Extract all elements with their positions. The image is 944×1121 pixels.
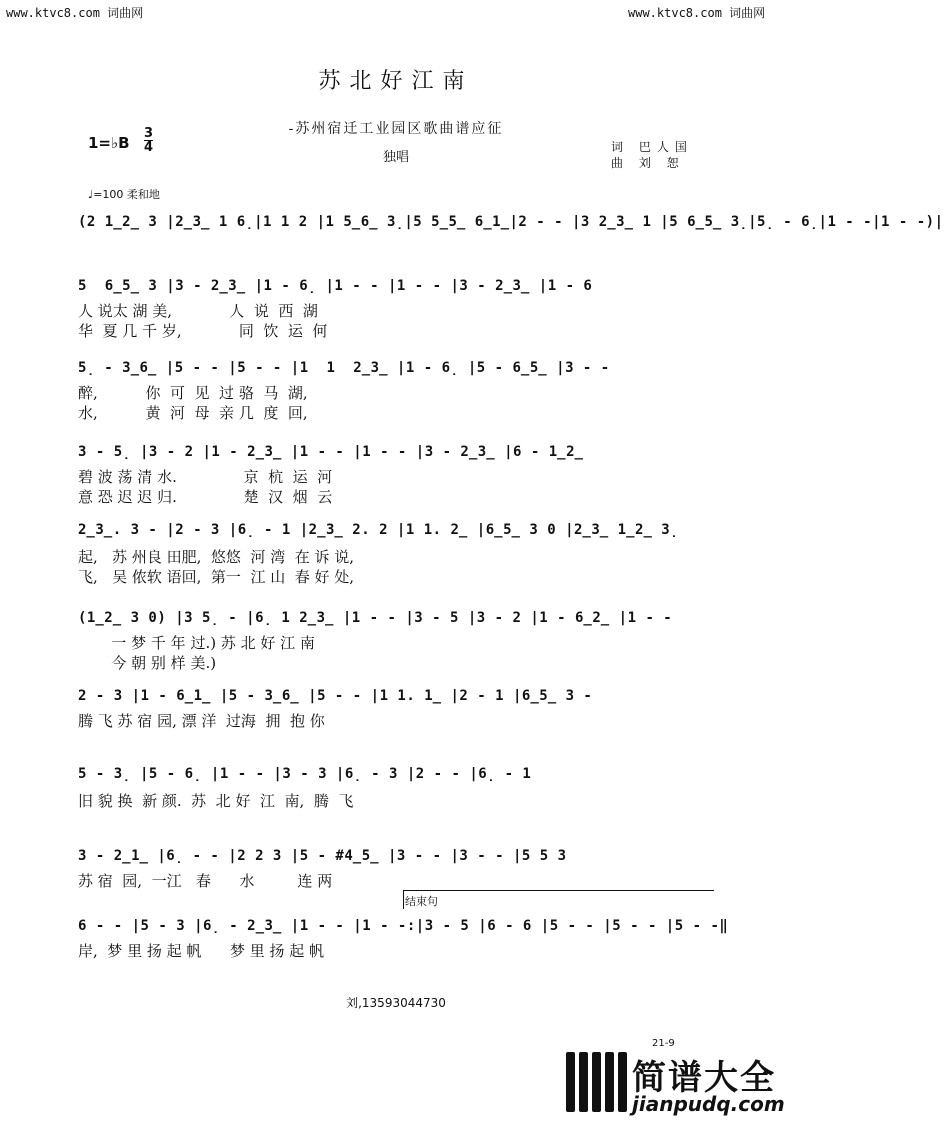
score-row-8-lyrics-1: 旧 貌 换 新 颜. 苏 北 好 江 南, 腾 飞 [78, 792, 354, 810]
score-row-6-lyrics-2: 今 朝 别 样 美.) [78, 654, 217, 672]
song-subtitle: -苏州宿迁工业园区歌曲谱应征 [288, 121, 504, 137]
key-signature: 1=♭B [88, 134, 130, 152]
score-row-5-notes: 2̲3̲. 3 - |2 - 3 |6̣ - 1 |2̲3̲ 2. 2 |1 1. 2̲ |6̲5̲ 3 0 |2̲3̲ 1̲2̲ 3̣ [78, 522, 679, 538]
score-row-4-lyrics-1: 碧 波 荡 清 水. 京 杭 运 河 [78, 468, 333, 486]
score-row-4-notes: 3 - 5̣ |3 - 2 |1 - 2̲3̲ |1 - - |1 - - |3 - 2̲3̲ |6 - 1̲2̲ [78, 444, 584, 460]
coda-label: 结束句 [405, 895, 438, 908]
watermark-right: www.ktvc8.com 词曲网 [628, 6, 766, 20]
score-row-7-notes: 2 - 3 |1 - 6̲1̲ |5 - 3̲6̲ |5 - - |1 1. 1̲ |2 - 1 |6̲5̲ 3 - [78, 688, 593, 704]
score-row-6-notes: (1̲2̲ 3 0) |3 5̣ - |6̣ 1 2̲3̲ |1 - - |3 - 5 |3 - 2 |1 - 6̲2̲ |1 - - [78, 610, 673, 626]
time-top: 3 [144, 126, 154, 141]
score-row-9-notes: 3 - 2̲1̲ |6̣ - - |2 2 3 |5 - #4̲5̲ |3 - - |3 - - |5 5 3 [78, 848, 567, 864]
score-row-4-lyrics-2: 意 恐 迟 迟 归. 楚 汉 烟 云 [78, 488, 333, 506]
piano-logo-icon [566, 1052, 628, 1114]
tempo-marking: ♩=100 柔和地 [88, 188, 160, 201]
performance-type: 独唱 [382, 150, 409, 165]
score-row-3-lyrics-1: 醉, 你 可 见 过 骆 马 湖, [78, 384, 308, 402]
lyricist-credit: 词 巴人国 [611, 140, 693, 154]
score-row-1-notes: (2 1̲2̲ 3 |2̲3̲ 1 6̣|1 1 2 |1 5̲6̲ 3̣|5 5̲5̲ 6̲1̲|2 - - |3 2̲3̲ 1 |5 6̲5̲ 3̣|5̣ - 6̣|1 - -|1 - -)| [78, 214, 944, 230]
score-row-5-lyrics-2: 飞, 吴 侬软 语回, 第一 江 山 春 好 处, [78, 568, 355, 586]
score-row-7-lyrics-1: 腾 飞 苏 宿 园, 漂 洋 过海 拥 抱 你 [78, 712, 325, 730]
site-logo-url: jianpudq.com [632, 1092, 785, 1116]
score-row-9-lyrics-1: 苏 宿 园, 一江 春 水 连 两 [78, 872, 333, 890]
score-row-8-notes: 5 - 3̣ |5 - 6̣ |1 - - |3 - 3 |6̣ - 3 |2 - - |6̣ - 1 [78, 766, 532, 782]
watermark-left: www.ktvc8.com 词曲网 [6, 6, 144, 20]
score-row-2-lyrics-1: 人 说太 湖 美, 人 说 西 湖 [78, 302, 318, 320]
score-row-2-notes: 5 6̲5̲ 3 |3 - 2̲3̲ |1 - 6̣ |1 - - |1 - - |3 - 2̲3̲ |1 - 6 [78, 278, 593, 294]
score-row-10-notes: 6 - - |5 - 3 |6̣ - 2̲3̲ |1 - - |1 - -:|3 - 5 |6 - 6 |5 - - |5 - - |5 - -‖ [78, 918, 729, 934]
score-row-5-lyrics-1: 起, 苏 州良 田肥, 悠悠 河 湾 在 诉 说, [78, 548, 355, 566]
coda-bracket [403, 890, 714, 909]
contact-phone: 刘,13593044730 [346, 996, 446, 1010]
score-row-10-lyrics-1: 岸, 梦 里 扬 起 帆 梦 里 扬 起 帆 [78, 942, 325, 960]
time-bottom: 4 [144, 140, 154, 155]
score-row-3-lyrics-2: 水, 黄 河 母 亲 几 度 回, [78, 404, 308, 422]
page-number: 21-9 [652, 1038, 675, 1049]
score-row-6-lyrics-1: 一 梦 千 年 过.) 苏 北 好 江 南 [78, 634, 315, 652]
site-logo-text: 简谱大全 [632, 1058, 776, 1098]
song-title: 苏北好江南 [318, 69, 474, 94]
composer-credit: 曲 刘 恕 [611, 156, 685, 170]
score-row-3-notes: 5̣ - 3̲6̲ |5 - - |5 - - |1 1 2̲3̲ |1 - 6̣ |5 - 6̲5̲ |3 - - [78, 360, 610, 376]
score-row-2-lyrics-2: 华 夏 几 千 岁, 同 饮 运 何 [78, 322, 328, 340]
